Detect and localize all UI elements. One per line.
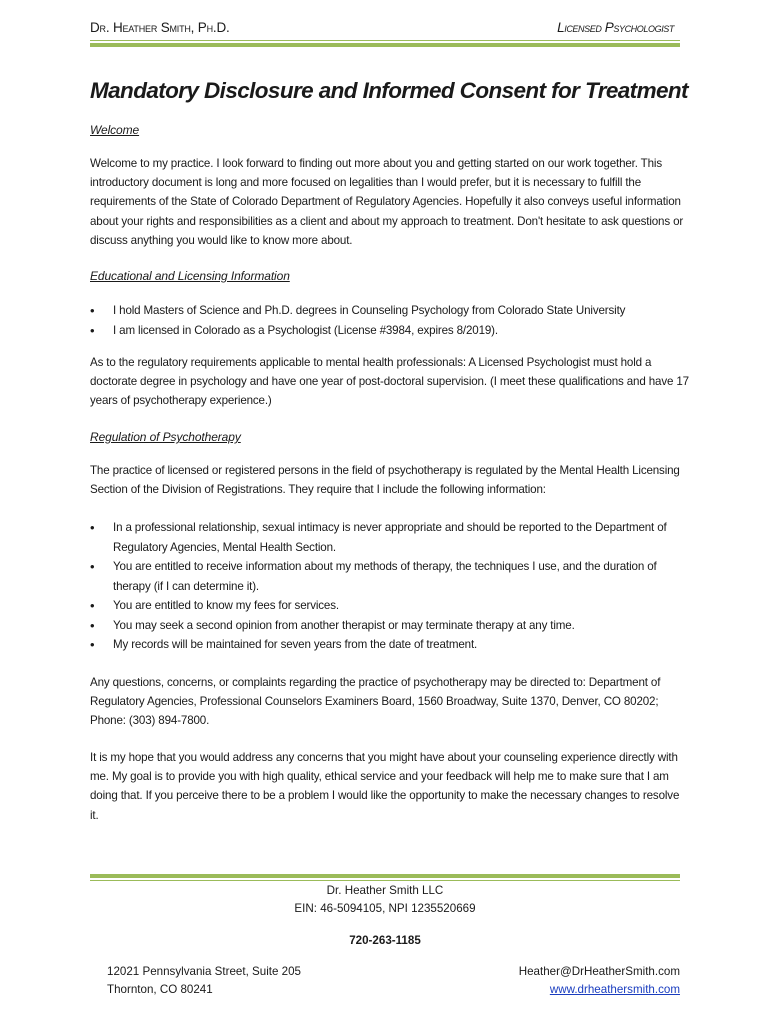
list-item: • I am licensed in Colorado as a Psychologist (License #3984, expires 8/2019). — [90, 321, 690, 341]
welcome-paragraph: Welcome to my practice. I look forward to finding out more about you and getting started on our work together. This introductory document is long and more focused on legalities than I would prefer, but it is necessary to fulfill the requirements of the State of Colorado Department of Regulatory Agencies. Hopefully it also conveys useful information about your rights and responsibilities as a client and about my approach to treatment. Don't hesitate to ask questions or discuss anything you would like to know more about. — [90, 157, 684, 247]
footer-address-line1: 12021 Pennsylvania Street, Suite 205 — [107, 965, 302, 978]
footer-rule-thick — [90, 874, 680, 878]
welcome-heading: Welcome — [90, 123, 140, 137]
list-item: • You are entitled to know my fees for services. — [90, 596, 690, 616]
feedback-paragraph: It is my hope that you would address any concerns that you might have about your counseling experience directly with me. My goal is to provide you with high quality, ethical service and your feedback will help me to make sure that I am doing that. If you perceive there to be a problem I would like the opportunity to make the necessary changes to resolve it. — [90, 751, 680, 822]
header-role: Licensed Psychologist — [557, 20, 674, 35]
footer-ids: EIN: 46-5094105, NPI 1235520669 — [294, 902, 476, 915]
footer-company: Dr. Heather Smith LLC — [326, 884, 444, 897]
list-item: • You are entitled to receive information about my methods of therapy, the techniques I use, and the duration of therapy (if I can determine it). — [90, 557, 690, 596]
website-link[interactable]: www.drheathersmith.com — [549, 982, 680, 996]
header-name: Dr. Heather Smith, Ph.D. — [90, 20, 230, 35]
list-item: • I hold Masters of Science and Ph.D. degrees in Counseling Psychology from Colorado State University — [90, 301, 690, 321]
header-rule-thin — [90, 40, 680, 41]
header-rule-thick — [90, 43, 680, 47]
education-heading: Educational and Licensing Information — [90, 269, 290, 283]
education-paragraph: As to the regulatory requirements applicable to mental health professionals: A Licensed Psychologist must hold a doctorate degree in psychology and have one year of post-doctoral supervision. (I meet these qualifications and have 17 years of psychotherapy experience.) — [90, 356, 689, 408]
complaints-paragraph: Any questions, concerns, or complaints regarding the practice of psychotherapy may be directed to: Department of Regulatory Agencies, Professional Counselors Examiners Board, 1560 Broadway, Suite 1370, Denver, CO 80202; Phone: (303) 894-7800. — [90, 676, 661, 728]
list-item: • You may seek a second opinion from another therapist or may terminate therapy at any time. — [90, 616, 690, 636]
education-list — [90, 301, 690, 340]
document-title: Mandatory Disclosure and Informed Consent for Treatment — [90, 78, 688, 103]
footer-address-line2: Thornton, CO 80241 — [107, 982, 213, 996]
footer-email: Heather@DrHeatherSmith.com — [518, 965, 680, 978]
footer-contact — [519, 963, 680, 998]
page-header — [90, 20, 680, 40]
footer-address — [107, 963, 301, 998]
footer-rule-thin — [90, 880, 680, 881]
regulation-heading: Regulation of Psychotherapy — [90, 430, 241, 444]
list-item: • In a professional relationship, sexual intimacy is never appropriate and should be reported to the Department of Regulatory Agencies, Mental Health Section. — [90, 518, 690, 557]
footer-phone: 720-263-1185 — [349, 934, 421, 947]
regulation-list — [90, 518, 690, 655]
regulation-intro: The practice of licensed or registered persons in the field of psychotherapy is regulated by the Mental Health Licensing Section of the Division of Registrations. They require that I include the following information: — [90, 464, 680, 497]
list-item: • My records will be maintained for seven years from the date of treatment. — [90, 635, 690, 655]
